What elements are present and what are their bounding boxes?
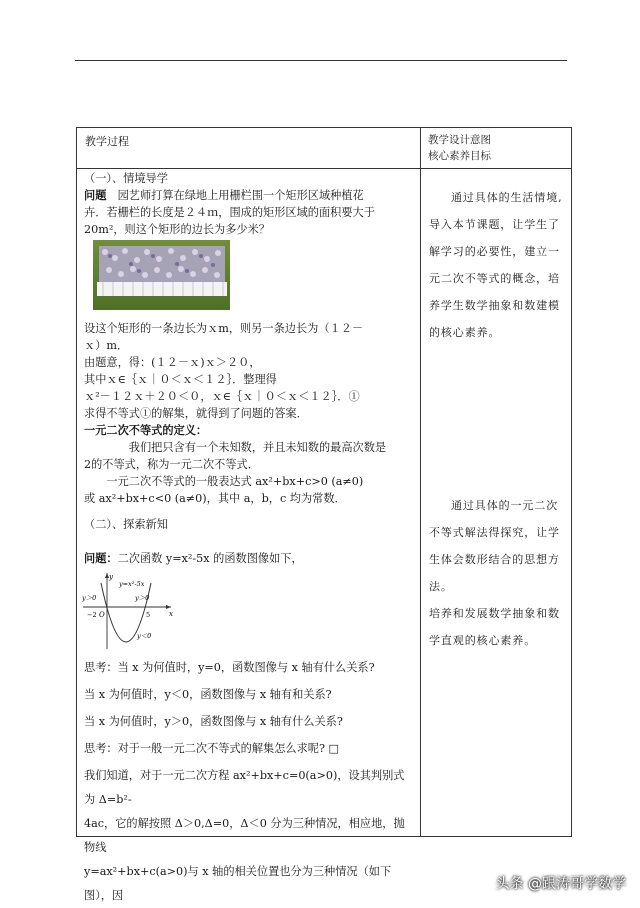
graph-left-positive-label: y＞0 [82,594,97,602]
definition-line-1: 我们把只含有一个未知数，并且未知数的最高次数是 [128,441,387,454]
section2-problem: 问题：二次函数 y=x²-5x 的函数图像如下， [84,551,303,565]
design-intent-1: 通过具体的生活情境,导入本节课题，让学生了解学习的必要性，建立一元二次不等式的概念，培养学生数学抽象和数建模的核心素养。 [429,191,563,339]
header-divider [77,168,571,169]
graph-x-axis-label: x [169,610,173,618]
section1-block [84,170,414,238]
think-question-1: 思考：当 x 为何值时，y=0，函数图像与 x 轴有什么关系? [84,661,375,674]
solution-line-3: 由题意，得：(１２－ｘ)ｘ＞２０， [84,356,261,369]
section1-title: （一）、情境导学 [84,172,168,185]
paragraph-line-3: y=ax²+bx+c(a>0)与 x 轴的相关位置也分为三种情况（如下图），因 [84,865,392,902]
think-question-4: 思考：对于一般一元二次不等式的解集怎么求呢? □ [84,742,340,755]
section2-block [84,516,414,567]
definition-title: 一元二次不等式的定义： [84,423,208,437]
graph-y-axis-label: y [109,573,113,581]
think-question-3: 当 x 为何值时，y＞0，函数图像与 x 轴有什么关系? [84,715,343,728]
problem-line-2: 卉．若栅栏的长度是２４ｍ，围成的矩形区域的面积要大于 [84,206,375,219]
column-divider [420,128,421,836]
solution-line-5: ｘ²－１２ｘ＋２０＜０，ｘ∈｛ｘ｜０＜ｘ＜１２｝．① [84,390,360,403]
think-question-2: 当 x 为何值时，y＜0，函数图像与 x 轴有和关系? [84,688,332,701]
graph-tick-neg2: −2 [87,611,97,619]
definition-line-2: 2的不等式，称为一元二次不等式． [84,458,259,471]
section1-continued [84,320,414,507]
parabola-graph [79,571,179,651]
definition-line-3: 一元二次不等式的一般表达式 ax²+bx+c>0 (a≠0) [106,475,364,488]
solution-line-1: 设这个矩形的一条边长为ｘm，则另一条边长为（１２－ [84,322,364,335]
header-teaching-process: 教学过程 [85,135,129,148]
definition-line-4: 或 ax²+bx+c<0 (a≠0)，其中 a，b，c 均为常数． [84,492,346,505]
paragraph-line-2: 4ac，它的解按照 Δ＞0,Δ=0，Δ＜0 分为三种情况，相应地，抛物线 [84,817,405,854]
paragraph-line-1: 我们知道，对于一元二次方程 ax²+bx+c=0(a>0)，设其判别式为 Δ=b²- [84,769,405,806]
problem-line-1: 问题 园艺师打算在绿地上用栅栏围一个矩形区域种植花 [84,188,364,202]
design-intent-2: 通过具体的一元二次不等式解法得探究，让学生体会数形结合的思想方法。 [429,499,560,593]
graph-right-positive-label: y＞0 [135,594,150,602]
watermark: 头条 @跟涛哥学数学 [495,876,626,892]
solution-line-4: 其中ｘ∈｛ｘ｜０＜ｘ＜１２｝．整理得 [84,373,277,386]
graph-origin-label: O [99,611,105,619]
problem-line-3: 20m²，则这个矩形的边长为多少米？ [84,223,270,236]
solution-line-6: 求得不等式①的解集，就得到了问题的答案． [84,407,308,420]
header-design-intent: 教学设计意图 核心素养目标 [428,134,491,162]
graph-negative-label: y＜0 [137,632,152,640]
section2-title: （二）、探索新知 [84,518,168,531]
graph-tick-5: 5 [146,611,151,619]
top-rule [75,60,567,61]
design-intent-3: 培养和发展数学抽象和数学直观的核心素养。 [429,607,560,647]
flowerbed-photo [93,240,230,310]
section2-questions [84,656,414,908]
solution-line-2: ｘ）m． [84,339,129,352]
graph-equation-label: y=x²-5x [119,580,145,588]
